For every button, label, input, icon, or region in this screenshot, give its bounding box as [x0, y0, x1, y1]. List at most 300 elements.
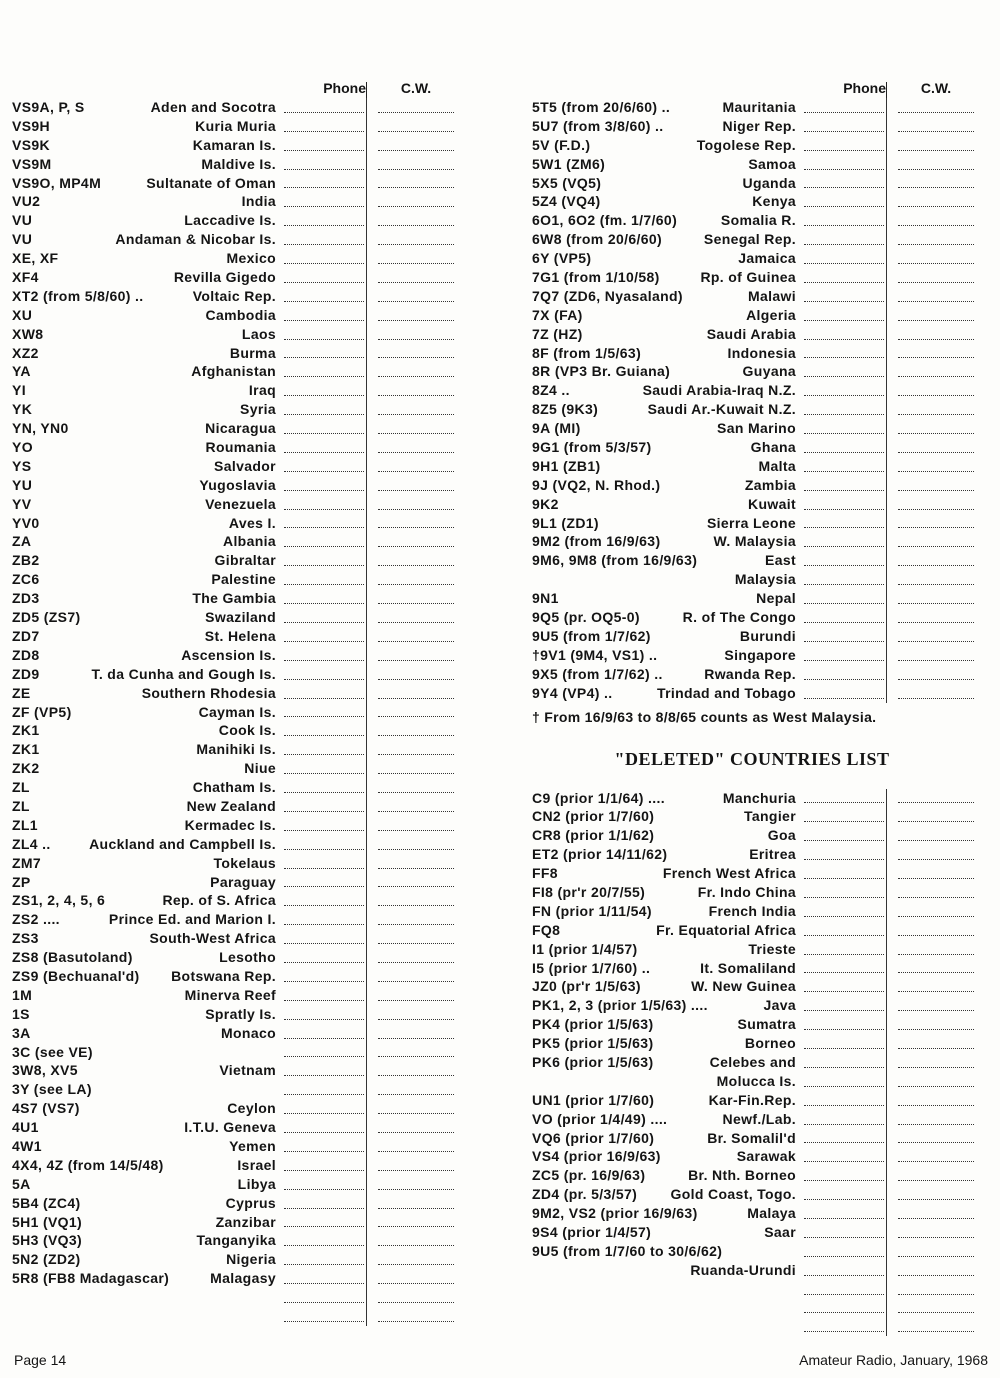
- phone-entry-line[interactable]: [284, 830, 364, 831]
- phone-entry-line[interactable]: [804, 1086, 884, 1087]
- cw-entry-line[interactable]: [898, 1105, 974, 1106]
- country-label: [532, 477, 796, 493]
- leader-gap: [42, 1138, 229, 1154]
- cw-entry-line[interactable]: [378, 433, 454, 434]
- cw-entry-line[interactable]: [898, 301, 974, 302]
- country-label: [12, 722, 276, 738]
- column-divider: [366, 835, 367, 854]
- phone-entry-line[interactable]: [284, 622, 364, 623]
- phone-entry-line[interactable]: [804, 169, 884, 170]
- cw-entry-line[interactable]: [378, 1302, 454, 1303]
- cw-entry-line[interactable]: [898, 679, 974, 680]
- cw-entry-line[interactable]: [378, 1038, 454, 1039]
- cw-entry-line[interactable]: [898, 1029, 974, 1030]
- cw-entry-line[interactable]: [898, 1312, 974, 1313]
- country-name: Kuwait: [748, 495, 796, 512]
- cw-entry-line[interactable]: [378, 754, 454, 755]
- cw-entry-line[interactable]: [378, 471, 454, 472]
- phone-entry-line[interactable]: [284, 376, 364, 377]
- cw-entry-line[interactable]: [898, 1218, 974, 1219]
- column-divider: [366, 438, 367, 457]
- leader-gap: [677, 212, 721, 228]
- phone-entry-line[interactable]: [284, 187, 364, 188]
- prefix: C9 (prior 1/1/64) ....: [532, 789, 665, 806]
- phone-entry-line[interactable]: [284, 225, 364, 226]
- country-row: [532, 419, 972, 438]
- cw-entry-line[interactable]: [378, 546, 454, 547]
- cw-entry-line[interactable]: [898, 641, 974, 642]
- cw-entry-line[interactable]: [898, 622, 974, 623]
- leader-gap: [32, 401, 240, 417]
- prefix: VO (prior 1/4/49) ....: [532, 1110, 668, 1127]
- cw-entry-line[interactable]: [898, 414, 974, 415]
- phone-entry-line[interactable]: [284, 679, 364, 680]
- cw-entry-line[interactable]: [898, 1256, 974, 1257]
- prefix: VS9O, MP4M: [12, 174, 102, 191]
- phone-entry-line[interactable]: [284, 112, 364, 113]
- phone-entry-line[interactable]: [284, 868, 364, 869]
- cw-entry-line[interactable]: [898, 282, 974, 283]
- phone-entry-line[interactable]: [804, 282, 884, 283]
- cw-entry-line[interactable]: [378, 1245, 454, 1246]
- country-row: [532, 476, 972, 495]
- phone-entry-line[interactable]: [804, 1312, 884, 1313]
- phone-entry-line[interactable]: [804, 490, 884, 491]
- phone-entry-line[interactable]: [284, 754, 364, 755]
- cw-entry-line[interactable]: [898, 1237, 974, 1238]
- cw-entry-line[interactable]: [378, 1113, 454, 1114]
- phone-entry-line[interactable]: [804, 802, 884, 803]
- cw-entry-line[interactable]: [378, 1170, 454, 1171]
- phone-entry-line[interactable]: [804, 244, 884, 245]
- phone-entry-line[interactable]: [804, 584, 884, 585]
- cw-entry-line[interactable]: [898, 490, 974, 491]
- phone-entry-line[interactable]: [284, 1208, 364, 1209]
- phone-entry-line[interactable]: [804, 1199, 884, 1200]
- cw-entry-line[interactable]: [378, 1019, 454, 1020]
- phone-entry-line[interactable]: [804, 357, 884, 358]
- phone-entry-line[interactable]: [284, 263, 364, 264]
- cw-entry-line[interactable]: [378, 1132, 454, 1133]
- phone-entry-line[interactable]: [284, 1302, 364, 1303]
- cw-entry-line[interactable]: [898, 802, 974, 803]
- phone-entry-line[interactable]: [804, 225, 884, 226]
- cw-entry-line[interactable]: [378, 282, 454, 283]
- phone-entry-line[interactable]: [804, 339, 884, 340]
- cw-entry-line[interactable]: [898, 527, 974, 528]
- cw-entry-line[interactable]: [898, 320, 974, 321]
- phone-entry-line[interactable]: [804, 395, 884, 396]
- prefix: VS4 (prior 16/9/63): [532, 1148, 661, 1165]
- phone-entry-line[interactable]: [804, 1124, 884, 1125]
- country-label: [12, 326, 276, 342]
- country-label: [12, 1214, 276, 1230]
- country-label: [532, 175, 796, 191]
- phone-entry-line[interactable]: [284, 924, 364, 925]
- phone-entry-line[interactable]: [284, 1226, 364, 1227]
- country-label: [12, 1270, 276, 1286]
- country-name: Gold Coast, Togo.: [670, 1186, 796, 1203]
- phone-entry-line[interactable]: [804, 565, 884, 566]
- phone-entry-line[interactable]: [284, 1321, 364, 1322]
- cw-entry-line[interactable]: [378, 679, 454, 680]
- phone-entry-line[interactable]: [284, 282, 364, 283]
- cw-entry-line[interactable]: [378, 924, 454, 925]
- cw-entry-line[interactable]: [898, 395, 974, 396]
- phone-entry-line[interactable]: [804, 603, 884, 604]
- cw-entry-line[interactable]: [898, 1067, 974, 1068]
- cw-entry-line[interactable]: [378, 660, 454, 661]
- cw-entry-line[interactable]: [378, 1189, 454, 1190]
- cw-entry-line[interactable]: [898, 954, 974, 955]
- phone-entry-line[interactable]: [284, 1094, 364, 1095]
- country-row: [532, 845, 972, 864]
- phone-entry-line[interactable]: [284, 981, 364, 982]
- phone-entry-line[interactable]: [804, 452, 884, 453]
- cw-entry-line[interactable]: [378, 112, 454, 113]
- phone-entry-line[interactable]: [804, 991, 884, 992]
- cw-entry-line[interactable]: [378, 565, 454, 566]
- phone-entry-line[interactable]: [804, 527, 884, 528]
- phone-entry-line[interactable]: [804, 1256, 884, 1257]
- phone-entry-line[interactable]: [804, 1010, 884, 1011]
- cw-entry-line[interactable]: [378, 1056, 454, 1057]
- phone-entry-line[interactable]: [284, 811, 364, 812]
- prefix: I1 (prior 1/4/57): [532, 940, 638, 957]
- phone-entry-line[interactable]: [284, 641, 364, 642]
- cw-entry-line[interactable]: [378, 357, 454, 358]
- phone-entry-line[interactable]: [804, 878, 884, 879]
- phone-entry-line[interactable]: [284, 792, 364, 793]
- cw-entry-line[interactable]: [898, 339, 974, 340]
- cw-entry-line[interactable]: [378, 773, 454, 774]
- phone-entry-line[interactable]: [804, 263, 884, 264]
- cw-entry-line[interactable]: [898, 1124, 974, 1125]
- phone-entry-line[interactable]: [804, 1218, 884, 1219]
- phone-entry-line[interactable]: [804, 433, 884, 434]
- cw-entry-line[interactable]: [378, 1321, 454, 1322]
- phone-entry-line[interactable]: [804, 660, 884, 661]
- phone-entry-line[interactable]: [284, 1132, 364, 1133]
- phone-entry-line[interactable]: [284, 849, 364, 850]
- phone-entry-line[interactable]: [804, 1237, 884, 1238]
- phone-entry-line[interactable]: [804, 954, 884, 955]
- phone-entry-line[interactable]: [804, 821, 884, 822]
- phone-entry-line[interactable]: [804, 698, 884, 699]
- cw-entry-line[interactable]: [378, 868, 454, 869]
- phone-entry-line[interactable]: [284, 414, 364, 415]
- cw-entry-line[interactable]: [898, 376, 974, 377]
- leader-gap: [652, 439, 751, 455]
- cw-entry-line[interactable]: [898, 433, 974, 434]
- cw-entry-line[interactable]: [378, 244, 454, 245]
- phone-entry-line[interactable]: [284, 395, 364, 396]
- prefix: 9L1 (ZD1): [532, 514, 599, 531]
- country-name: Manchuria: [722, 789, 796, 806]
- cw-entry-line[interactable]: [898, 916, 974, 917]
- cw-entry-line[interactable]: [378, 131, 454, 132]
- country-label: [12, 363, 276, 379]
- cw-entry-line[interactable]: [378, 339, 454, 340]
- cw-entry-line[interactable]: [898, 859, 974, 860]
- cw-entry-line[interactable]: [898, 972, 974, 973]
- phone-entry-line[interactable]: [284, 357, 364, 358]
- cw-entry-line[interactable]: [378, 792, 454, 793]
- column-divider: [366, 155, 367, 174]
- phone-entry-line[interactable]: [804, 320, 884, 321]
- cw-entry-line[interactable]: [898, 584, 974, 585]
- column-divider: [366, 551, 367, 570]
- cw-entry-line[interactable]: [378, 1208, 454, 1209]
- column-divider: [366, 1080, 367, 1099]
- country-row: [532, 362, 972, 381]
- cw-entry-line[interactable]: [378, 905, 454, 906]
- cw-entry-line[interactable]: [898, 878, 974, 879]
- cw-entry-line[interactable]: [898, 1142, 974, 1143]
- cw-entry-line[interactable]: [378, 830, 454, 831]
- phone-entry-line[interactable]: [804, 1067, 884, 1068]
- cw-entry-line[interactable]: [898, 1180, 974, 1181]
- phone-entry-line[interactable]: [804, 1180, 884, 1181]
- cw-entry-line[interactable]: [898, 150, 974, 151]
- cw-entry-line[interactable]: [378, 1264, 454, 1265]
- phone-entry-line[interactable]: [804, 1161, 884, 1162]
- phone-entry-line[interactable]: [804, 1142, 884, 1143]
- phone-entry-line[interactable]: [284, 1245, 364, 1246]
- phone-entry-line[interactable]: [284, 905, 364, 906]
- phone-entry-line[interactable]: [284, 339, 364, 340]
- cw-entry-line[interactable]: [898, 225, 974, 226]
- column-divider: [366, 740, 367, 759]
- cw-entry-line[interactable]: [898, 169, 974, 170]
- phone-entry-line[interactable]: [284, 716, 364, 717]
- phone-entry-line[interactable]: [804, 206, 884, 207]
- cw-entry-line[interactable]: [898, 357, 974, 358]
- country-label: [532, 231, 796, 247]
- country-name: Andaman & Nicobar Is.: [115, 231, 276, 248]
- cw-entry-line[interactable]: [378, 1226, 454, 1227]
- cw-entry-line[interactable]: [898, 206, 974, 207]
- cw-entry-line[interactable]: [378, 584, 454, 585]
- cw-entry-line[interactable]: [898, 565, 974, 566]
- cw-entry-line[interactable]: [378, 414, 454, 415]
- phone-entry-line[interactable]: [284, 301, 364, 302]
- phone-entry-line[interactable]: [284, 1283, 364, 1284]
- phone-entry-line[interactable]: [284, 150, 364, 151]
- cw-entry-line[interactable]: [378, 395, 454, 396]
- country-row: [12, 986, 452, 1005]
- phone-entry-line[interactable]: [284, 320, 364, 321]
- cw-entry-line[interactable]: [898, 1161, 974, 1162]
- phone-entry-line[interactable]: [804, 301, 884, 302]
- phone-entry-line[interactable]: [804, 622, 884, 623]
- phone-entry-line[interactable]: [284, 546, 364, 547]
- phone-entry-line[interactable]: [284, 1264, 364, 1265]
- cw-entry-line[interactable]: [898, 1275, 974, 1276]
- cw-entry-line[interactable]: [898, 471, 974, 472]
- phone-entry-line[interactable]: [284, 735, 364, 736]
- cw-entry-line[interactable]: [378, 962, 454, 963]
- cw-entry-line[interactable]: [898, 897, 974, 898]
- cw-entry-line[interactable]: [898, 112, 974, 113]
- phone-entry-line[interactable]: [804, 972, 884, 973]
- cw-entry-line[interactable]: [898, 131, 974, 132]
- prefix: ZE: [12, 684, 31, 701]
- phone-entry-line[interactable]: [284, 943, 364, 944]
- cw-entry-line[interactable]: [898, 840, 974, 841]
- phone-entry-line[interactable]: [804, 414, 884, 415]
- cw-entry-line[interactable]: [898, 1199, 974, 1200]
- cw-entry-line[interactable]: [898, 1331, 974, 1332]
- phone-entry-line[interactable]: [284, 1151, 364, 1152]
- phone-entry-line[interactable]: [284, 660, 364, 661]
- cw-entry-line[interactable]: [378, 698, 454, 699]
- phone-entry-line[interactable]: [804, 1048, 884, 1049]
- country-name: Mexico: [226, 250, 276, 267]
- cw-entry-line[interactable]: [378, 509, 454, 510]
- cw-entry-line[interactable]: [378, 716, 454, 717]
- cw-entry-line[interactable]: [898, 991, 974, 992]
- cw-entry-line[interactable]: [378, 169, 454, 170]
- cw-entry-line[interactable]: [378, 1000, 454, 1001]
- leader-gap: [654, 1130, 707, 1146]
- phone-entry-line[interactable]: [804, 840, 884, 841]
- cw-entry-line[interactable]: [898, 1086, 974, 1087]
- cw-entry-line[interactable]: [378, 263, 454, 264]
- phone-entry-line[interactable]: [804, 376, 884, 377]
- phone-entry-line[interactable]: [284, 1113, 364, 1114]
- phone-entry-line[interactable]: [284, 773, 364, 774]
- cw-entry-line[interactable]: [378, 490, 454, 491]
- phone-entry-line[interactable]: [804, 1331, 884, 1332]
- phone-entry-line[interactable]: [804, 546, 884, 547]
- cw-entry-line[interactable]: [898, 187, 974, 188]
- country-label: [12, 1119, 276, 1135]
- phone-entry-line[interactable]: [804, 916, 884, 917]
- cw-entry-line[interactable]: [378, 150, 454, 151]
- country-label: [532, 903, 796, 919]
- country-label: [12, 779, 276, 795]
- phone-entry-line[interactable]: [284, 1056, 364, 1057]
- phone-entry-line[interactable]: [804, 641, 884, 642]
- leader-gap: [650, 960, 700, 976]
- cw-entry-line[interactable]: [898, 1048, 974, 1049]
- phone-entry-line[interactable]: [284, 131, 364, 132]
- cw-entry-line[interactable]: [378, 1151, 454, 1152]
- cw-entry-line[interactable]: [378, 943, 454, 944]
- cw-entry-line[interactable]: [898, 546, 974, 547]
- cw-entry-line[interactable]: [898, 509, 974, 510]
- phone-entry-line[interactable]: [284, 471, 364, 472]
- cw-entry-line[interactable]: [378, 527, 454, 528]
- phone-entry-line[interactable]: [804, 859, 884, 860]
- phone-entry-line[interactable]: [284, 1075, 364, 1076]
- phone-entry-line[interactable]: [284, 1000, 364, 1001]
- column-divider: [886, 419, 887, 438]
- country-name: Uganda: [742, 174, 796, 191]
- cw-entry-line[interactable]: [378, 320, 454, 321]
- phone-entry-line[interactable]: [284, 1189, 364, 1190]
- phone-entry-line[interactable]: [284, 886, 364, 887]
- cw-entry-line[interactable]: [378, 1075, 454, 1076]
- phone-entry-line[interactable]: [804, 1105, 884, 1106]
- cw-entry-line[interactable]: [378, 225, 454, 226]
- cw-entry-line[interactable]: [898, 244, 974, 245]
- cw-entry-line[interactable]: [898, 1294, 974, 1295]
- phone-entry-line[interactable]: [284, 603, 364, 604]
- phone-entry-line[interactable]: [284, 433, 364, 434]
- phone-entry-line[interactable]: [804, 509, 884, 510]
- phone-entry-line[interactable]: [804, 112, 884, 113]
- cw-entry-line[interactable]: [378, 735, 454, 736]
- phone-entry-line[interactable]: [804, 1294, 884, 1295]
- country-name: Niue: [244, 760, 276, 777]
- cw-entry-line[interactable]: [378, 886, 454, 887]
- cw-entry-line[interactable]: [378, 1283, 454, 1284]
- phone-entry-line[interactable]: [284, 490, 364, 491]
- cw-entry-line[interactable]: [378, 452, 454, 453]
- cw-entry-line[interactable]: [378, 301, 454, 302]
- phone-entry-line[interactable]: [804, 150, 884, 151]
- cw-entry-line[interactable]: [378, 622, 454, 623]
- cw-entry-line[interactable]: [378, 981, 454, 982]
- cw-entry-line[interactable]: [898, 452, 974, 453]
- phone-entry-line[interactable]: [284, 1170, 364, 1171]
- cw-entry-line[interactable]: [898, 1010, 974, 1011]
- phone-entry-line[interactable]: [284, 206, 364, 207]
- cw-entry-line[interactable]: [378, 187, 454, 188]
- cw-entry-line[interactable]: [378, 206, 454, 207]
- cw-entry-line[interactable]: [898, 660, 974, 661]
- cw-entry-line[interactable]: [898, 603, 974, 604]
- cw-entry-line[interactable]: [898, 263, 974, 264]
- phone-entry-line[interactable]: [284, 169, 364, 170]
- phone-entry-line[interactable]: [284, 698, 364, 699]
- phone-entry-line[interactable]: [804, 1275, 884, 1276]
- phone-entry-line[interactable]: [284, 527, 364, 528]
- country-name: Celebes and: [709, 1053, 796, 1070]
- phone-entry-line[interactable]: [804, 897, 884, 898]
- phone-entry-line[interactable]: [804, 1029, 884, 1030]
- phone-entry-line[interactable]: [284, 452, 364, 453]
- cw-entry-line[interactable]: [378, 811, 454, 812]
- phone-entry-line[interactable]: [804, 131, 884, 132]
- cw-entry-line[interactable]: [378, 641, 454, 642]
- phone-entry-line[interactable]: [284, 584, 364, 585]
- phone-entry-line[interactable]: [284, 1019, 364, 1020]
- phone-entry-line[interactable]: [284, 244, 364, 245]
- phone-entry-line[interactable]: [284, 509, 364, 510]
- phone-entry-line[interactable]: [804, 187, 884, 188]
- phone-entry-line[interactable]: [804, 935, 884, 936]
- cw-entry-line[interactable]: [898, 935, 974, 936]
- cw-entry-line[interactable]: [378, 849, 454, 850]
- phone-entry-line[interactable]: [284, 565, 364, 566]
- cw-entry-line[interactable]: [898, 698, 974, 699]
- cw-entry-line[interactable]: [378, 1094, 454, 1095]
- cw-entry-line[interactable]: [898, 821, 974, 822]
- country-name: Tangier: [744, 808, 796, 825]
- cw-entry-line[interactable]: [378, 376, 454, 377]
- country-name: Syria: [240, 401, 276, 418]
- phone-entry-line[interactable]: [284, 1038, 364, 1039]
- prefix: ZL4 ..: [12, 835, 51, 852]
- phone-entry-line[interactable]: [804, 679, 884, 680]
- column-divider: [886, 211, 887, 230]
- cw-entry-line[interactable]: [378, 603, 454, 604]
- phone-entry-line[interactable]: [284, 962, 364, 963]
- phone-entry-line[interactable]: [804, 471, 884, 472]
